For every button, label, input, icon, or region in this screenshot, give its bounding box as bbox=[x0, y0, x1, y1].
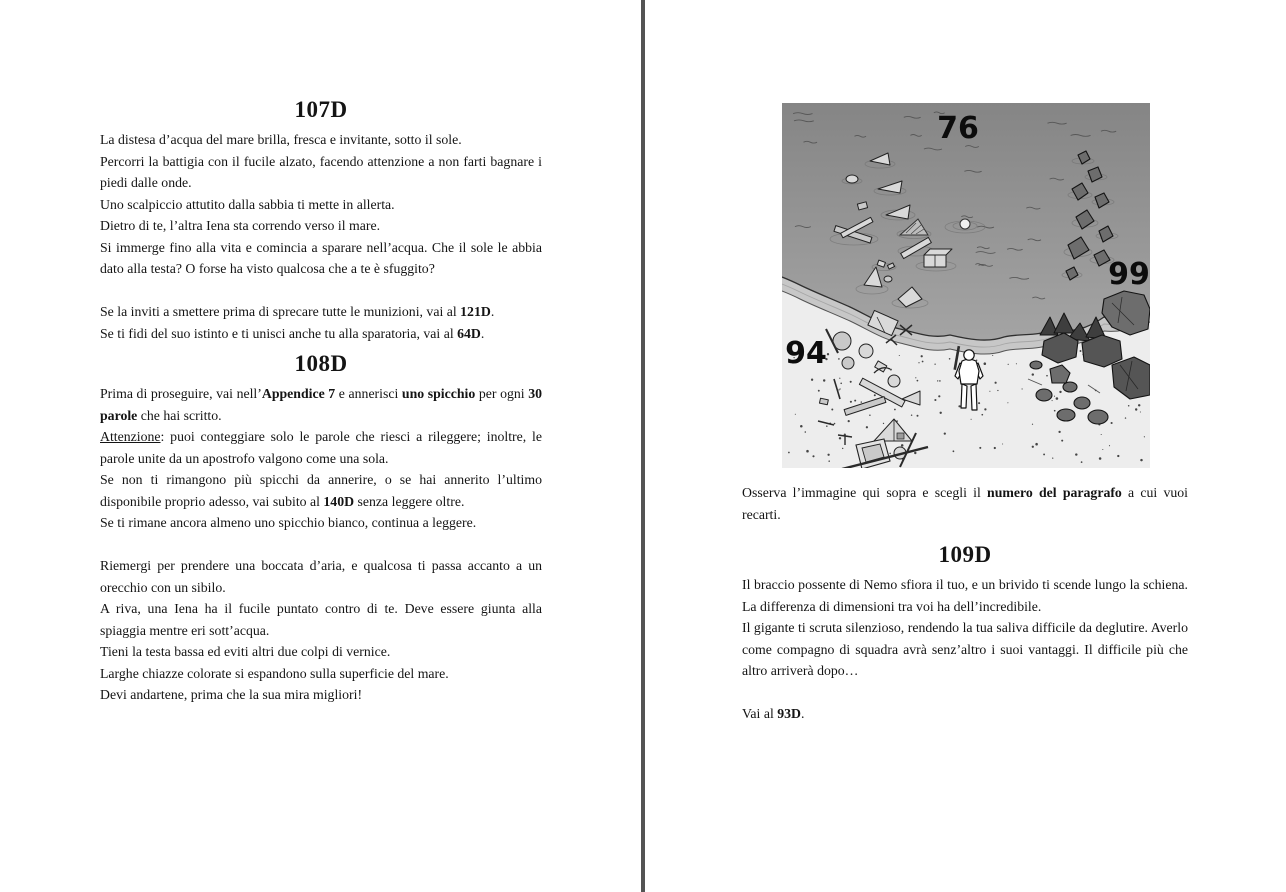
blank-line bbox=[100, 280, 542, 302]
paragraph bbox=[100, 129, 542, 151]
text-run: e annerisci bbox=[335, 386, 402, 401]
text-run: Dietro di te, l’altra Iena sta correndo verso il mare. bbox=[100, 218, 381, 233]
text-run: uno spicchio bbox=[401, 386, 476, 401]
text-run: Se ti fidi del suo istinto e ti unisci anche tu alla sparatoria, vai al bbox=[100, 325, 458, 341]
paragraph bbox=[100, 383, 542, 426]
text-run: a cui vuoi recarti. bbox=[742, 485, 1188, 522]
blank-line bbox=[742, 682, 1188, 704]
text-run: 64D bbox=[457, 325, 481, 341]
text-run: : puoi conteggiare solo le parole che riesci a rileggere; inoltre, le parole unite da un apostrofo valgono come una sola. bbox=[100, 429, 542, 466]
text-run: Osserva l’immagine qui sopra e scegli il bbox=[742, 485, 988, 500]
paragraph bbox=[100, 684, 542, 706]
text-run: che hai scritto. bbox=[137, 407, 222, 423]
text-run: Si immerge fino alla vita e comincia a sparare nell’acqua. Che il sole le abbia dato alla testa? O forse ha visto qualcosa che a te è sfuggito? bbox=[100, 239, 542, 276]
text-run: Se ti rimane ancora almeno uno spicchio bianco, continua a leggere. bbox=[100, 515, 477, 530]
text-run: Riemergi per prendere una boccata d’aria, e qualcosa ti passa accanto a un orecchio con un sibilo. bbox=[100, 558, 542, 595]
paragraph-number-label-94: 94 bbox=[785, 336, 827, 371]
paragraph bbox=[100, 151, 542, 194]
text-run: . bbox=[801, 706, 805, 721]
caption-paragraph bbox=[742, 482, 1188, 525]
beach-illustration bbox=[782, 103, 1150, 468]
paragraph bbox=[742, 703, 1188, 725]
paragraph bbox=[742, 617, 1188, 682]
section-heading-109d: 109D bbox=[938, 542, 992, 567]
text-run: 140D bbox=[323, 493, 355, 509]
text-run: Tieni la testa bassa ed eviti altri due colpi di vernice. bbox=[100, 644, 391, 659]
text-run: per ogni bbox=[475, 386, 529, 401]
text-run: Vai al bbox=[742, 706, 778, 721]
spread-divider bbox=[641, 0, 645, 892]
text-run: Il braccio possente di Nemo sfiora il tuo, e un brivido ti scende lungo la schiena. La differenza di dimensioni tra voi ha dell’incredibile. bbox=[742, 577, 1188, 614]
text-run: Larghe chiazze colorate si espandono sulla superficie del mare. bbox=[100, 665, 449, 681]
paragraph bbox=[742, 574, 1188, 617]
text-run: La distesa d’acqua del mare brilla, fresca e invitante, sotto il sole. bbox=[100, 132, 462, 147]
text-run: numero del paragrafo bbox=[987, 485, 1122, 500]
text-run: 30 parole bbox=[100, 386, 542, 423]
text-run: Appendice 7 bbox=[261, 386, 336, 401]
beach-illustration-svg bbox=[782, 103, 1150, 468]
paragraph bbox=[100, 215, 542, 237]
text-run: Se la inviti a smettere prima di sprecare tutte le munizioni, vai al bbox=[100, 304, 461, 319]
text-run: Attenzione bbox=[100, 429, 161, 444]
paragraph bbox=[100, 426, 542, 469]
text-run: . bbox=[490, 304, 495, 319]
text-run: 93D bbox=[777, 706, 802, 721]
paragraph bbox=[100, 512, 542, 534]
blank-line bbox=[100, 534, 542, 556]
section-heading-107d: 107D bbox=[294, 97, 348, 122]
text-run: Uno scalpiccio attutito dalla sabbia ti mette in allerta. bbox=[100, 196, 395, 212]
paragraph bbox=[100, 663, 542, 685]
section-heading-108d: 108D bbox=[294, 351, 348, 376]
paragraph bbox=[100, 641, 542, 663]
paragraph bbox=[100, 469, 542, 512]
text-run: Percorri la battigia con il fucile alzato, facendo attenzione a non farti bagnare i piedi dalle onde. bbox=[100, 153, 542, 190]
text-run: Prima di proseguire, vai nell’ bbox=[100, 386, 262, 401]
paragraph bbox=[100, 194, 542, 216]
text-run: 121D bbox=[460, 304, 491, 319]
paragraph-number-label-76: 76 bbox=[937, 111, 979, 146]
text-run: A riva, una Iena ha il fucile puntato contro di te. Deve essere giunta alla spiaggia mentre eri sott’acqua. bbox=[100, 601, 542, 638]
text-run: Il gigante ti scruta silenzioso, rendendo la tua saliva difficile da deglutire. Averlo come compagno di squadra avrà senz’altro i suoi vantaggi. Il difficile più che altro arriverà dopo… bbox=[742, 620, 1188, 678]
paragraph bbox=[100, 598, 542, 641]
choice-paragraph bbox=[100, 301, 542, 323]
paragraph-number-label-99: 99 bbox=[1108, 257, 1150, 292]
choice-paragraph bbox=[100, 323, 542, 345]
text-run: Devi andartene, prima che la sua mira migliori! bbox=[100, 687, 363, 702]
text-run: Se non ti rimangono più spicchi da annerire, o se hai annerito l’ultimo disponibile proprio adesso, vai subito al bbox=[100, 472, 542, 509]
paragraph bbox=[100, 555, 542, 598]
text-run: . bbox=[480, 325, 485, 341]
left-page bbox=[100, 96, 542, 706]
text-run: senza leggere oltre. bbox=[354, 493, 465, 509]
paragraph bbox=[100, 237, 542, 280]
right-page bbox=[742, 96, 1188, 725]
